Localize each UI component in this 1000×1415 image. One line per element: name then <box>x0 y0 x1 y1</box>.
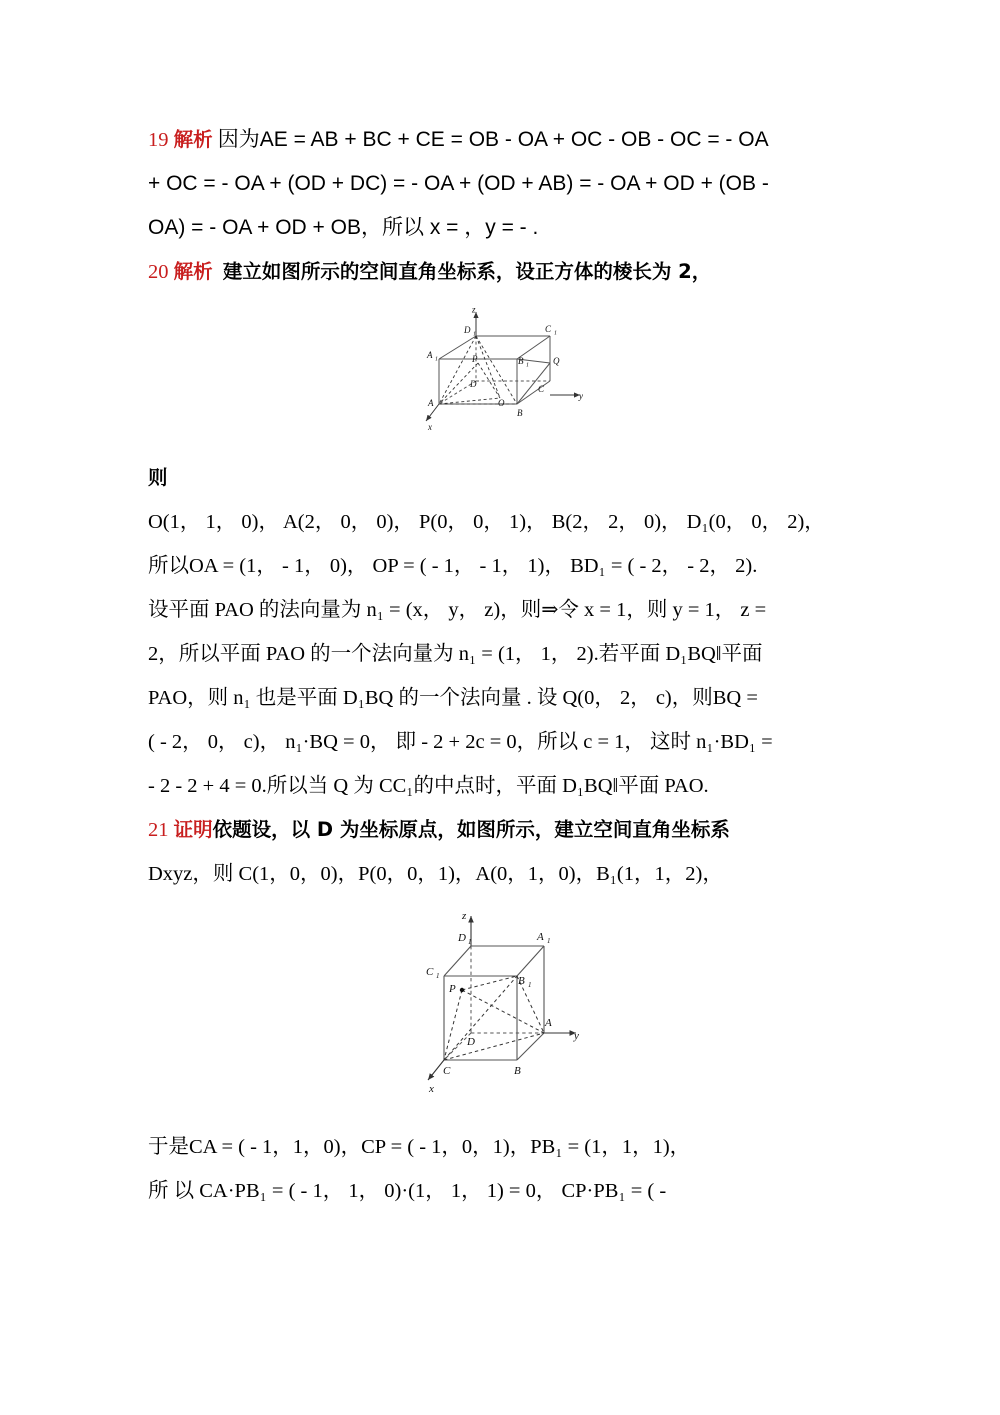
figure-20-label-Q: Q <box>553 356 560 366</box>
section-21-text-3: 于是CA = ( - 1，1，0)，CP = ( - 1，0，1)，PB₁ = (1，1，1)， <box>148 1136 691 1158</box>
figure-20 <box>414 306 594 434</box>
figure-20-label-D: D <box>470 379 477 389</box>
figure-21-label-C: C <box>443 1065 451 1077</box>
figure-21-label-z: z <box>462 910 467 922</box>
figure-21-label-B: B <box>514 1065 521 1077</box>
section-20-line-5 <box>148 632 860 676</box>
figure-21-label-P: P <box>449 983 456 995</box>
section-21-line-3 <box>148 1125 860 1169</box>
page-content <box>148 118 860 1213</box>
section-20-ze-text: 则 <box>148 466 168 489</box>
section-20-text-7: ( - 2， 0， c)， n₁·BQ = 0， 即 - 2 + 2c = 0，所以 c = 1， 这时 n₁·BD₁ = <box>148 731 773 753</box>
figure-21-label-B1: B <box>518 975 525 987</box>
section-20-line-4 <box>148 588 860 632</box>
figure-21-label-C1: C <box>426 966 434 978</box>
figure-20-label-O: O <box>498 398 505 408</box>
section-20-text-8: - 2 - 2 + 4 = 0.所以当 Q 为 CC₁的中点时，平面 D₁BQ‖平面 PAO. <box>148 775 709 797</box>
figure-20-label-D1: D <box>464 325 471 335</box>
section-21-line-4 <box>148 1169 860 1213</box>
figure-21-label-D: D <box>467 1036 475 1048</box>
figure-21-container <box>148 908 860 1103</box>
figure-20-label-P: P <box>472 354 478 364</box>
section-20-line-2 <box>148 500 860 544</box>
section-20-text-5: 2，所以平面 PAO 的一个法向量为 n₁ = (1， 1， 2).若平面 D₁BQ‖平面 <box>148 643 763 665</box>
figure-21-label-x: x <box>429 1083 434 1095</box>
figure-20-label-A: A <box>428 398 434 408</box>
section-19 <box>148 118 860 250</box>
svg-text:1: 1 <box>436 972 440 980</box>
figure-21 <box>404 908 604 1103</box>
section-20-line-7 <box>148 720 860 764</box>
section-19-marker-label: 解析 <box>173 128 213 151</box>
section-21 <box>148 808 860 1213</box>
figure-20-label-B1: B <box>518 356 524 366</box>
svg-text:1: 1 <box>547 937 551 945</box>
figure-21-label-A: A <box>545 1017 552 1029</box>
section-21-line-2 <box>148 852 860 896</box>
section-20-line-intro <box>148 250 860 294</box>
section-20-marker-label: 解析 <box>173 260 213 283</box>
svg-text:1: 1 <box>473 331 476 338</box>
section-21-text-1: 依题设，以 D 为坐标原点，如图所示，建立空间直角坐标系 <box>212 818 730 841</box>
figure-20-label-B: B <box>517 408 523 418</box>
section-20-line-8 <box>148 764 860 808</box>
section-20-number: 20 <box>148 261 169 283</box>
svg-text:1: 1 <box>468 938 472 946</box>
figure-21-label-A1: A <box>537 931 544 943</box>
section-21-text-4: 所 以 CA·PB₁ = ( - 1， 1， 0)·(1， 1， 1) = 0， CP·PB₁ = ( - <box>148 1180 667 1202</box>
section-20-line-3 <box>148 544 860 588</box>
section-20-text-3: 所以OA = (1， - 1， 0)， OP = ( - 1， - 1， 1)， BD₁ = ( - 2， - 2， 2). <box>148 555 758 577</box>
section-19-text-3: OA) = - OA + OD + OB，所以 x = ，y = - . <box>148 216 539 239</box>
figure-21-label-y: y <box>574 1030 579 1042</box>
figure-20-label-C: C <box>538 384 545 394</box>
section-21-marker-label: 证明 <box>173 818 213 841</box>
section-19-line-1 <box>148 118 860 162</box>
svg-text:1: 1 <box>435 356 438 363</box>
section-21-line-1 <box>148 808 860 852</box>
section-19-text-1: 因为AE = AB + BC + CE = OB - OA + OC - OB - OC = - OA <box>217 128 769 151</box>
svg-text:1: 1 <box>528 981 532 989</box>
figure-20-label-x: x <box>428 422 432 432</box>
section-19-text-2: + OC = - OA + (OD + DC) = - OA + (OD + AB) = - OA + OD + (OB - <box>148 172 769 195</box>
section-20-text-4: 设平面 PAO 的法向量为 n₁ = (x， y， z)，则⇒令 x = 1，则 y = 1， z = <box>148 599 767 621</box>
figure-20-label-C1: C <box>545 324 552 334</box>
section-21-text-2: Dxyz，则 C(1，0，0)，P(0，0，1)，A(0，1，0)，B₁(1，1，2)， <box>148 863 723 885</box>
figure-21-label-D1: D <box>458 932 466 944</box>
figure-20-label-z: z <box>472 306 476 315</box>
svg-text:1: 1 <box>526 362 529 369</box>
figure-20-label-y: y <box>579 391 583 401</box>
section-19-line-3 <box>148 206 860 250</box>
section-21-number: 21 <box>148 819 169 841</box>
section-20-line-ze <box>148 456 860 500</box>
section-20-text-6: PAO，则 n₁ 也是平面 D₁BQ 的一个法向量 . 设 Q(0， 2， c)，则BQ = <box>148 687 758 709</box>
section-19-line-2 <box>148 162 860 206</box>
figure-20-container <box>148 306 860 434</box>
section-20-line-6 <box>148 676 860 720</box>
section-20 <box>148 250 860 808</box>
figure-20-label-A1: A <box>427 350 433 360</box>
section-20-text-2: O(1， 1， 0)， A(2， 0， 0)， P(0， 0， 1)， B(2， 2， 0)， D₁(0， 0， 2)， <box>148 511 825 533</box>
svg-text:1: 1 <box>554 330 557 337</box>
section-19-number: 19 <box>148 129 169 151</box>
figure-21-point-P <box>460 988 464 992</box>
section-20-intro-text: 建立如图所示的空间直角坐标系，设正方体的棱长为 2， <box>222 260 712 283</box>
